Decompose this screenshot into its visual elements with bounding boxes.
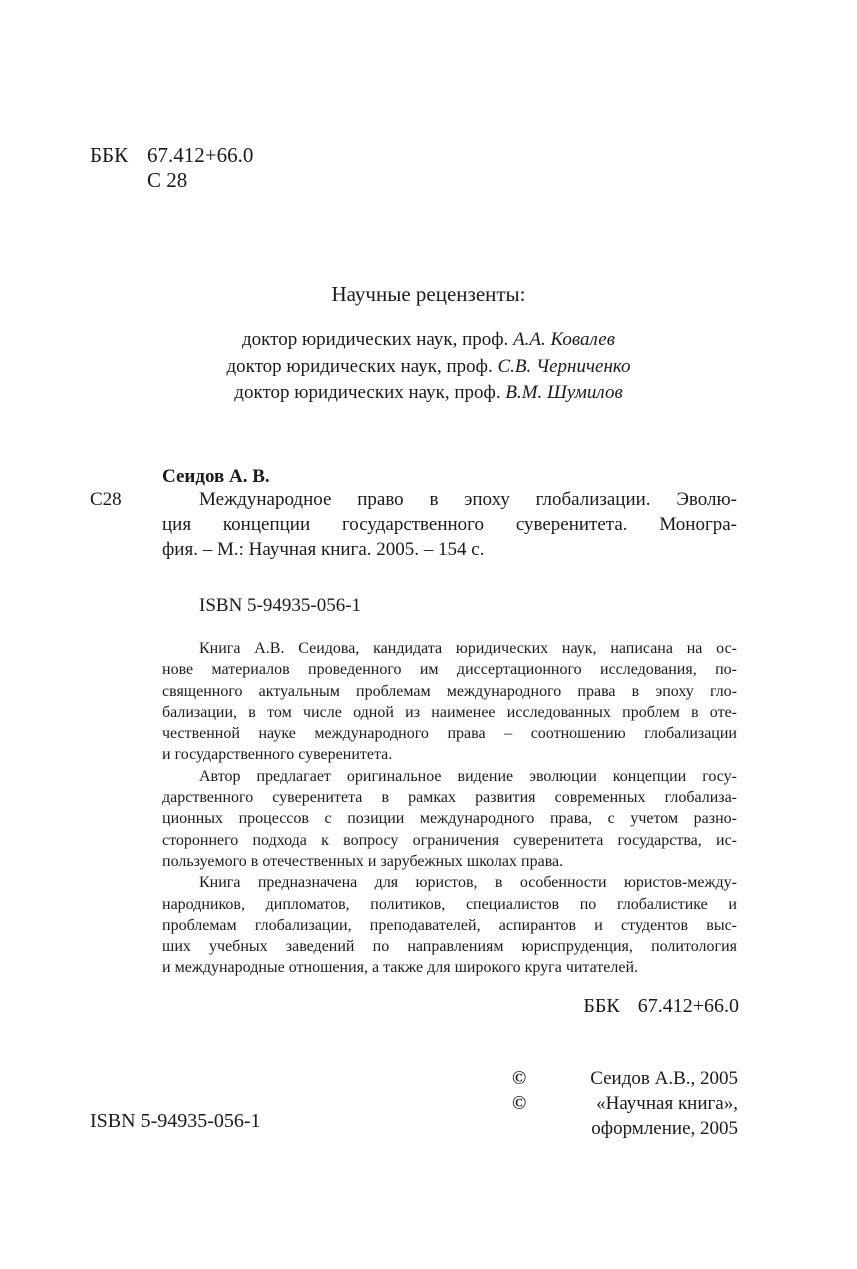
author-mark: С 28 xyxy=(147,168,188,192)
copyright-icon: © xyxy=(512,1068,527,1089)
annotation-line: священного актуальным проблемам международного права в эпоху гло- xyxy=(162,682,737,700)
annotation-line: чественной науке международного права – соотношению глобализации xyxy=(162,725,737,743)
bbk-label: ББК xyxy=(583,995,620,1017)
description-line: фия. – М.: Научная книга. 2005. – 154 с. xyxy=(162,539,485,560)
reviewer-line xyxy=(0,355,857,379)
reviewer-name: С.В. Черниченко xyxy=(497,356,631,377)
copyright-author-text: Сеидов А.В., 2005 xyxy=(590,1068,738,1089)
reviewer-role: доктор юридических наук, проф. xyxy=(226,356,493,377)
copyright-publisher xyxy=(512,1091,738,1141)
annotation-line: Книга предназначена для юристов, в особенности юристов-между- xyxy=(199,874,737,892)
annotation-line: бализации, в том числе одной из наименее исследованных проблем в оте- xyxy=(162,703,737,721)
catalog-mark: С28 xyxy=(90,489,122,510)
reviewers-title: Научные рецензенты: xyxy=(331,282,526,306)
description-line: ция концепции государственного суверенитета. Моногра- xyxy=(162,514,737,535)
annotation-line: ционных процессов с позиции международного права, с учетом разно- xyxy=(162,810,737,828)
catalog-author: Сеидов А. В. xyxy=(162,466,270,487)
footer-isbn: ISBN 5-94935-056-1 xyxy=(90,1110,261,1132)
reviewer-role: доктор юридических наук, проф. xyxy=(242,329,509,350)
annotation-line: ших учебных заведений по направлениям юриспруденция, политология xyxy=(162,938,737,956)
annotation-line: дарственного суверенитета в рамках развития современных глобализа- xyxy=(162,789,737,807)
copyright-icon: © xyxy=(512,1093,527,1114)
description-line: Международное право в эпоху глобализации. Эволю- xyxy=(199,489,737,510)
reviewer-line xyxy=(0,328,857,352)
bbk-label: ББК xyxy=(90,143,129,167)
reviewer-line xyxy=(0,381,857,405)
annotation-line: нове материалов проведенного им диссертационного исследования, по- xyxy=(162,661,737,679)
copyright-publisher-text: оформление, 2005 xyxy=(591,1118,738,1139)
annotation xyxy=(162,638,737,979)
annotation-line: народников, дипломатов, политиков, специалистов по глобалистике и xyxy=(162,895,737,913)
catalog-isbn: ISBN 5-94935-056-1 xyxy=(199,595,362,616)
bbk-block-top xyxy=(90,143,253,193)
annotation-line: и государственного суверенитета. xyxy=(162,746,393,764)
annotation-line: пользуемого в отечественных и зарубежных школах права. xyxy=(162,852,564,870)
catalog-description xyxy=(162,487,737,562)
copyright-publisher-text: «Научная книга», xyxy=(596,1093,738,1114)
reviewer-name: В.М. Шумилов xyxy=(505,382,623,403)
copyright-author xyxy=(512,1066,738,1091)
reviewer-role: доктор юридических наук, проф. xyxy=(234,382,501,403)
annotation-line: Книга А.В. Сеидова, кандидата юридических наук, написана на ос- xyxy=(199,640,737,657)
bbk-block-bottom xyxy=(583,995,739,1018)
reviewer-name: А.А. Ковалев xyxy=(513,329,615,350)
annotation-line: Автор предлагает оригинальное видение эволюции концепции госу- xyxy=(199,767,737,785)
bbk-code: 67.412+66.0 xyxy=(637,995,739,1017)
annotation-line: стороннего подхода к вопросу ограничения суверенитета государства, ис- xyxy=(162,831,737,849)
annotation-line: и международные отношения, а также для широкого круга читателей. xyxy=(162,959,639,977)
bbk-code: 67.412+66.0 xyxy=(147,143,254,167)
annotation-line: проблемам глобализации, преподавателей, аспирантов и студентов выс- xyxy=(162,916,737,934)
